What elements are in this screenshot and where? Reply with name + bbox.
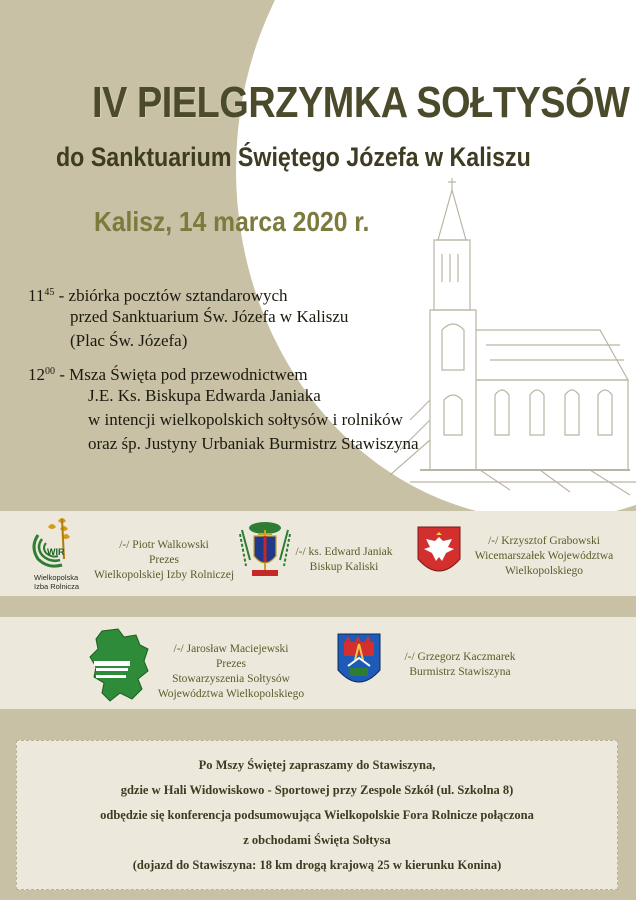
signatory-wir xyxy=(84,538,244,583)
event-date: Kalisz, 14 marca 2020 r. xyxy=(94,206,370,237)
wir-logo-mark: WIR xyxy=(47,547,65,557)
wielkopolska-eagle-icon xyxy=(416,525,462,583)
schedule-line: (Plac Św. Józefa) xyxy=(70,331,188,350)
schedule-line: - zbiórka pocztów sztandarowych xyxy=(54,286,288,305)
signatory-org: Wielkopolskiej Izby Rolniczej xyxy=(93,569,235,581)
schedule-line: oraz śp. Justyny Urbaniak Burmistrz Stawiszyna xyxy=(88,434,419,453)
schedule-minutes: 00 xyxy=(45,366,55,377)
signatory-org: Województwa Wielkopolskiego xyxy=(157,688,305,700)
signatory-role: Prezes xyxy=(215,658,246,670)
wir-logo-text: Wielkopolska xyxy=(34,573,79,582)
bishop-coat-of-arms-icon xyxy=(236,520,294,580)
signatory-bishop xyxy=(290,545,398,575)
schedule-line: J.E. Ks. Biskupa Edwarda Janiaka xyxy=(88,386,321,405)
signatory-role: Wicemarszałek Województwa xyxy=(474,550,614,562)
signatory-name: /-/ Grzegorz Kaczmarek xyxy=(404,651,516,663)
event-title: IV PIELGRZYMKA SOŁTYSÓW xyxy=(92,78,630,127)
event-subtitle: do Sanktuarium Świętego Józefa w Kaliszu xyxy=(56,142,531,172)
signatory-org: Wielkopolskiego xyxy=(504,565,584,577)
schedule-line: w intencji wielkopolskich sołtysów i rolników xyxy=(88,410,403,429)
schedule-hour: 11 xyxy=(28,286,45,305)
info-line: z obchodami Święta Sołtysa xyxy=(243,833,391,847)
signatory-org: Stowarzyszenia Sołtysów xyxy=(172,673,290,685)
signatory-association xyxy=(146,642,316,702)
info-line: (dojazd do Stawiszyna: 18 km drogą krajową 25 w kierunku Konina) xyxy=(132,858,502,872)
schedule-hour: 12 xyxy=(28,365,45,384)
schedule-minutes: 45 xyxy=(44,287,55,298)
info-line: odbędzie się konferencja podsumowująca Wielkopolskie Fora Rolnicze połączona xyxy=(100,808,534,822)
schedule-line: przed Sanktuarium Św. Józefa w Kaliszu xyxy=(70,307,349,326)
signatory-marshal xyxy=(464,534,624,579)
schedule-line: - Msza Święta pod przewodnictwem xyxy=(55,365,308,384)
signatory-role: Biskup Kaliski xyxy=(309,561,379,573)
stawiszyn-coat-of-arms-icon xyxy=(336,632,382,694)
schedule-item xyxy=(28,360,308,387)
signatory-role: Burmistrz Stawiszyna xyxy=(409,666,511,678)
wir-emblem-icon xyxy=(28,515,84,573)
signatory-role: Prezes xyxy=(148,554,179,566)
signatory-name: /-/ Piotr Walkowski xyxy=(119,539,209,551)
schedule-item xyxy=(28,281,288,308)
signatory-mayor xyxy=(396,650,524,680)
info-line: gdzie w Hali Widowiskowo - Sportowej przy Zespole Szkół (ul. Szkolna 8) xyxy=(120,783,514,797)
signatory-name: /-/ Krzysztof Grabowski xyxy=(488,535,600,547)
church-sketch-image xyxy=(390,170,636,500)
wir-logo xyxy=(28,515,84,593)
wielkopolska-map-icon xyxy=(88,627,150,703)
signatory-name: /-/ Jarosław Maciejewski xyxy=(173,643,289,655)
signatory-name: /-/ ks. Edward Janiak xyxy=(295,546,393,558)
info-line: Po Mszy Świętej zapraszamy do Stawiszyna, xyxy=(198,758,436,772)
conference-info-box xyxy=(16,740,618,890)
wir-logo-text: Izba Rolnicza xyxy=(34,582,80,591)
